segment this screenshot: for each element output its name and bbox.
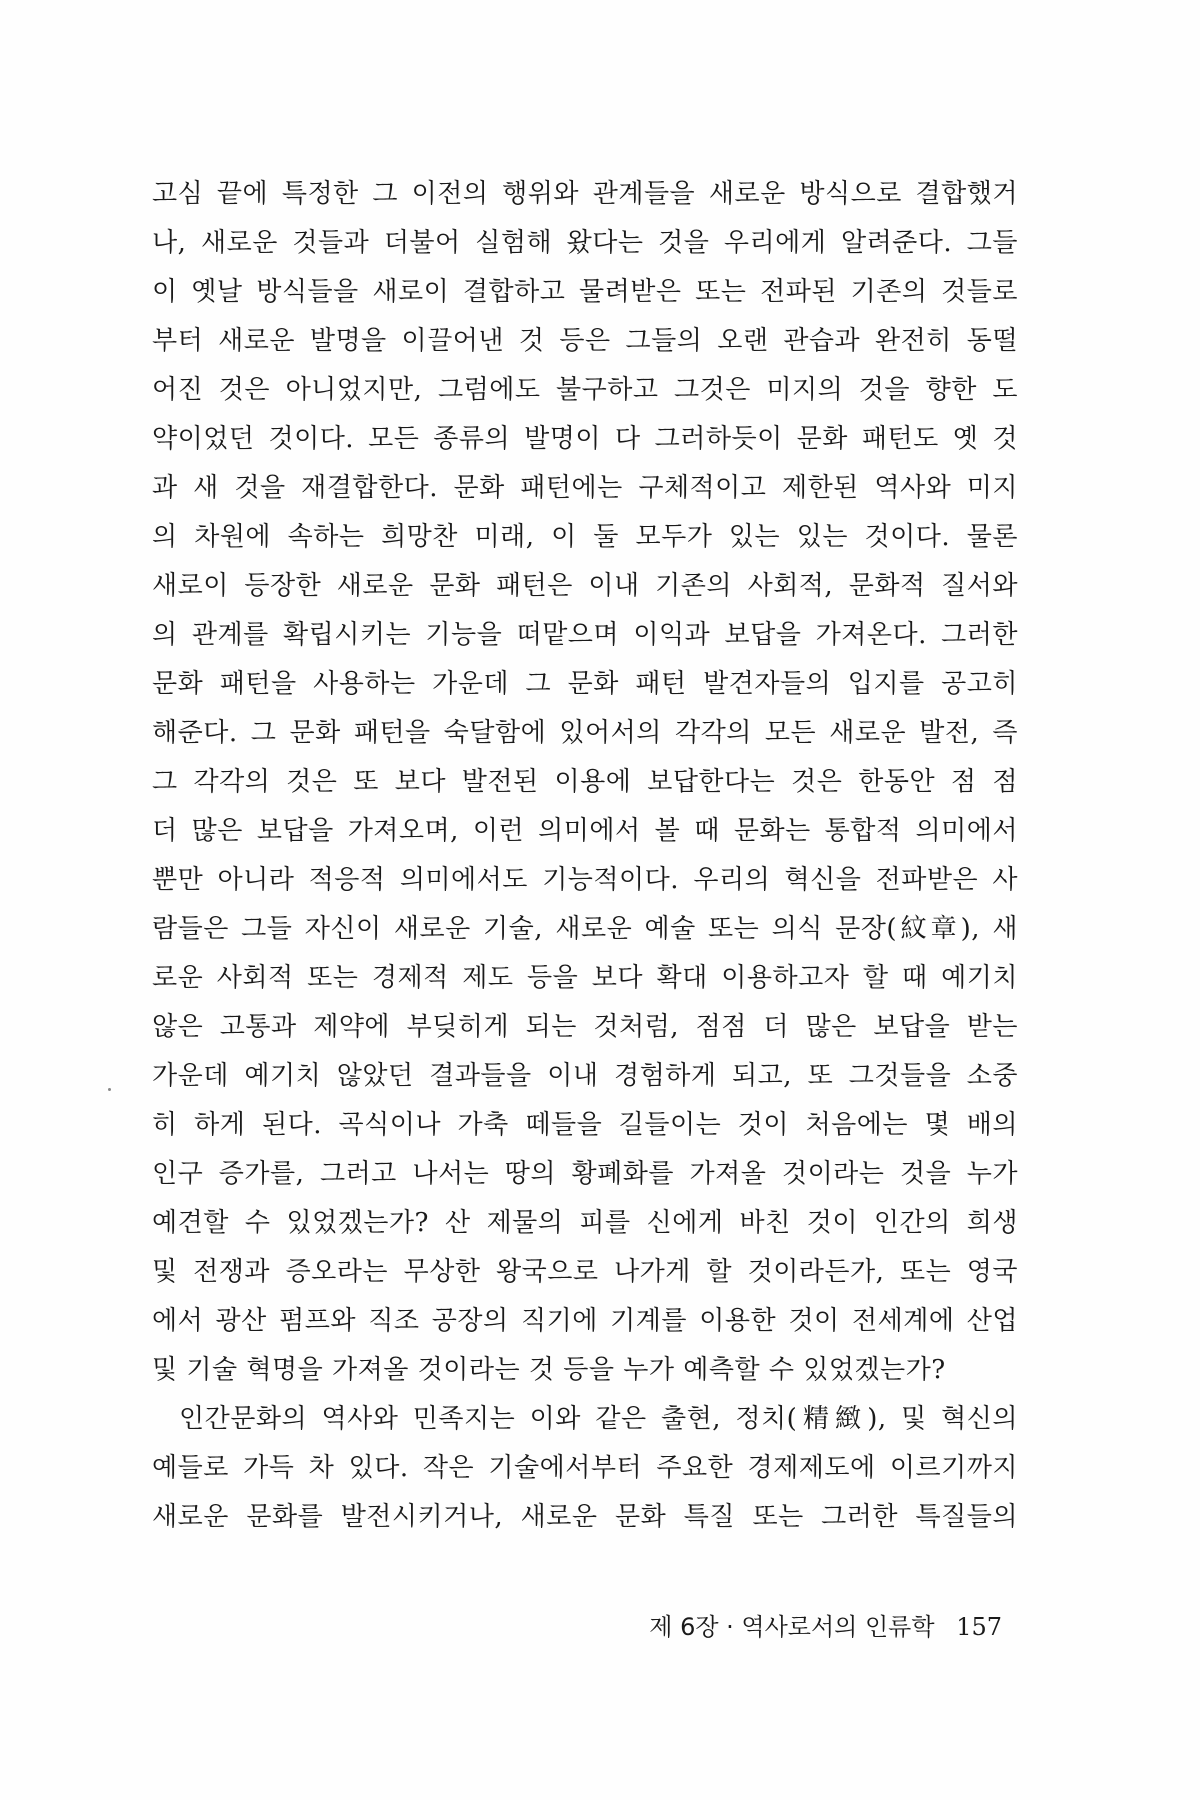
- chapter-title: 제 6장 · 역사로서의 인류학: [649, 1613, 935, 1641]
- text-line: 과 새 것을 재결합한다. 문화 패턴에는 구체적이고 제한된 역사와 미지: [152, 473, 1018, 503]
- text-line: 가운데 예기치 않았던 결과들을 이내 경험하게 되고, 또 그것들을 소중: [152, 1061, 1018, 1091]
- text-line: 어진 것은 아니었지만, 그럼에도 불구하고 그것은 미지의 것을 향한 도: [152, 375, 1018, 405]
- text-line: 예들로 가득 차 있다. 작은 기술에서부터 주요한 경제제도에 이르기까지: [152, 1453, 1018, 1483]
- text-line: 로운 사회적 또는 경제적 제도 등을 보다 확대 이용하고자 할 때 예기치: [152, 963, 1018, 993]
- text-line: 나, 새로운 것들과 더불어 실험해 왔다는 것을 우리에게 알려준다. 그들: [152, 228, 1018, 258]
- text-line: 의 차원에 속하는 희망찬 미래, 이 둘 모두가 있는 있는 것이다. 물론: [152, 522, 1018, 552]
- paragraph-2: [152, 1395, 1018, 1542]
- text-line: 부터 새로운 발명을 이끌어낸 것 등은 그들의 오랜 관습과 완전히 동떨: [152, 326, 1018, 356]
- text-line: 않은 고통과 제약에 부딪히게 되는 것처럼, 점점 더 많은 보답을 받는: [152, 1012, 1018, 1042]
- paragraph-1: [152, 170, 1018, 1395]
- scan-speck: [108, 1088, 111, 1091]
- text-line: 더 많은 보답을 가져오며, 이런 의미에서 볼 때 문화는 통합적 의미에서: [152, 816, 1018, 846]
- text-line: 에서 광산 펌프와 직조 공장의 직기에 기계를 이용한 것이 전세계에 산업: [152, 1306, 1018, 1336]
- text-line: 고심 끝에 특정한 그 이전의 행위와 관계들을 새로운 방식으로 결합했거: [152, 179, 1018, 209]
- text-line: 그 각각의 것은 또 보다 발전된 이용에 보답한다는 것은 한동안 점 점: [152, 767, 1018, 797]
- body-text: [152, 170, 1018, 1542]
- text-line: 인구 증가를, 그러고 나서는 땅의 황폐화를 가져올 것이라는 것을 누가: [152, 1159, 1018, 1189]
- text-line: 새로운 문화를 발전시키거나, 새로운 문화 특질 또는 그러한 특질들의: [152, 1502, 1018, 1532]
- text-line: 새로이 등장한 새로운 문화 패턴은 이내 기존의 사회적, 문화적 질서와: [152, 571, 1018, 601]
- page-number: 157: [956, 1613, 1002, 1641]
- text-line: 뿐만 아니라 적응적 의미에서도 기능적이다. 우리의 혁신을 전파받은 사: [152, 865, 1018, 895]
- text-line: 이 옛날 방식들을 새로이 결합하고 물려받은 또는 전파된 기존의 것들로: [152, 277, 1018, 307]
- running-footer: [649, 1612, 1002, 1642]
- text-line: 람들은 그들 자신이 새로운 기술, 새로운 예술 또는 의식 문장(紋章), 새: [152, 914, 1018, 944]
- text-line: 문화 패턴을 사용하는 가운데 그 문화 패턴 발견자들의 입지를 공고히: [152, 669, 1018, 699]
- text-line: 의 관계를 확립시키는 기능을 떠맡으며 이익과 보답을 가져온다. 그러한: [152, 620, 1018, 650]
- text-line: 및 전쟁과 증오라는 무상한 왕국으로 나가게 할 것이라든가, 또는 영국: [152, 1257, 1018, 1287]
- text-line: 인간문화의 역사와 민족지는 이와 같은 출현, 정치(精緻), 및 혁신의: [179, 1404, 1018, 1434]
- text-line: 약이었던 것이다. 모든 종류의 발명이 다 그러하듯이 문화 패턴도 옛 것: [152, 424, 1018, 454]
- text-line: 히 하게 된다. 곡식이나 가축 떼들을 길들이는 것이 처음에는 몇 배의: [152, 1110, 1018, 1140]
- text-line: 예견할 수 있었겠는가? 산 제물의 피를 신에게 바친 것이 인간의 희생: [152, 1208, 1018, 1238]
- text-line: 해준다. 그 문화 패턴을 숙달함에 있어서의 각각의 모든 새로운 발전, 즉: [152, 718, 1018, 748]
- text-line: 및 기술 혁명을 가져올 것이라는 것 등을 누가 예측할 수 있었겠는가?: [152, 1355, 946, 1385]
